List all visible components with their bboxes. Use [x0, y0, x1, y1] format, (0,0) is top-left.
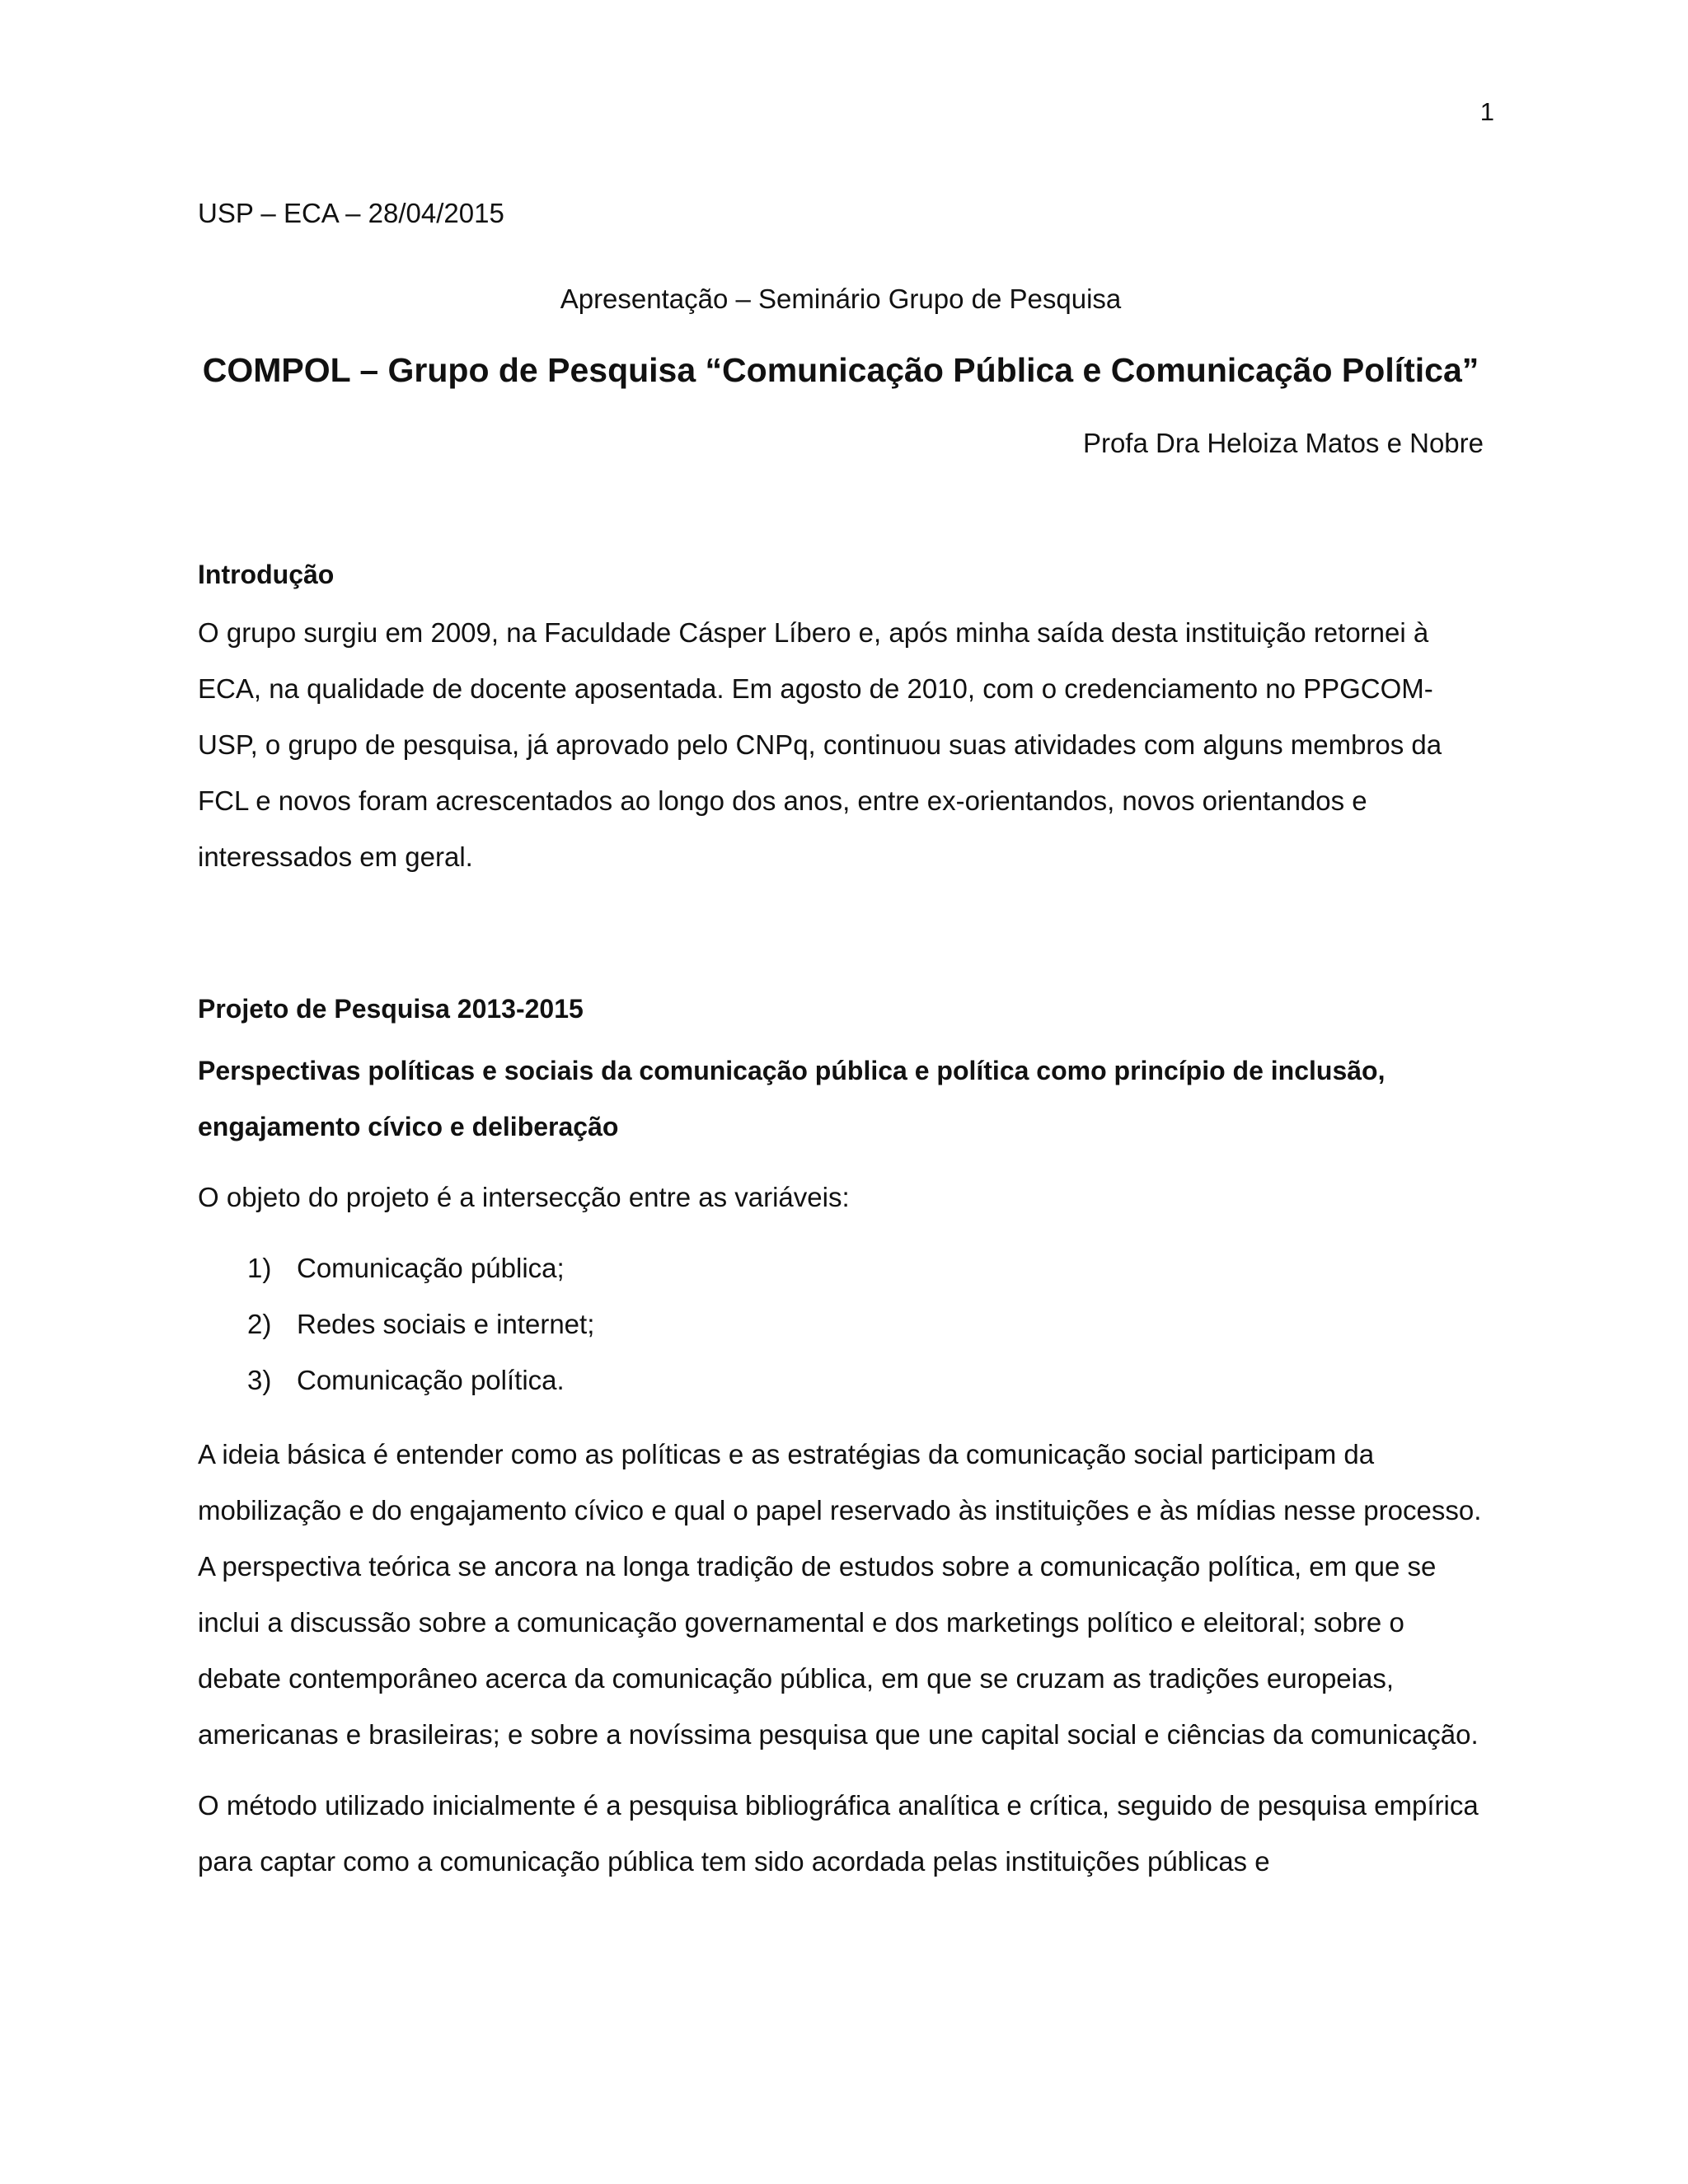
- list-item-number: 3): [247, 1365, 272, 1395]
- document-body: [198, 198, 1484, 1890]
- variables-list: [198, 1240, 1484, 1408]
- page-number: 1: [1479, 97, 1494, 126]
- document-header: USP – ECA – 28/04/2015: [198, 198, 504, 228]
- document-title: COMPOL – Grupo de Pesquisa “Comunicação Pública e Comunicação Política”: [202, 351, 1479, 389]
- author-line: Profa Dra Heloiza Matos e Nobre: [1082, 428, 1484, 458]
- list-item: [198, 1352, 1484, 1408]
- list-item-text: Comunicação política.: [297, 1365, 565, 1395]
- project-heading: Projeto de Pesquisa 2013-2015: [198, 994, 584, 1024]
- list-item: [198, 1296, 1484, 1352]
- list-item: [198, 1240, 1484, 1296]
- project-title: Perspectivas políticas e sociais da comunicação pública e política como princípio de inclusão, engajamento cívico e deliberação: [198, 1056, 1386, 1141]
- method-paragraph: O método utilizado inicialmente é a pesquisa bibliográfica analítica e crítica, seguido de pesquisa empírica para captar como a comunicação pública tem sido acordada pelas instituições públicas e: [198, 1790, 1479, 1877]
- list-item-number: 1): [247, 1253, 272, 1283]
- introduction-heading: Introdução: [198, 560, 335, 589]
- list-item-text: Comunicação pública;: [297, 1253, 565, 1283]
- object-intro: O objeto do projeto é a intersecção entre as variáveis:: [198, 1182, 850, 1212]
- introduction-paragraph: O grupo surgiu em 2009, na Faculdade Cásper Líbero e, após minha saída desta instituição retornei à ECA, na qualidade de docente aposentada. Em agosto de 2010, com o credenciamento no PPGCOM-USP, o grupo de pesquisa, já aprovado pelo CNPq, continuou suas atividades com alguns membros da FCL e novos foram acrescentados ao longo dos anos, entre ex-orientandos, novos orientandos e interessados em geral.: [198, 617, 1442, 872]
- list-item-text: Redes sociais e internet;: [297, 1309, 595, 1339]
- list-item-number: 2): [247, 1309, 272, 1339]
- idea-paragraph: A ideia básica é entender como as políticas e as estratégias da comunicação social participam da mobilização e do engajamento cívico e qual o papel reservado às instituições e às mídias nesse processo. A perspectiva teórica se ancora na longa tradição de estudos sobre a comunicação política, em que se inclui a discussão sobre a comunicação governamental e dos marketings político e eleitoral; sobre o debate contemporâneo acerca da comunicação pública, em que se cruzam as tradições europeias, americanas e brasileiras; e sobre a novíssima pesquisa que une capital social e ciências da comunicação.: [198, 1439, 1482, 1750]
- document-subtitle: Apresentação – Seminário Grupo de Pesquisa: [560, 284, 1122, 314]
